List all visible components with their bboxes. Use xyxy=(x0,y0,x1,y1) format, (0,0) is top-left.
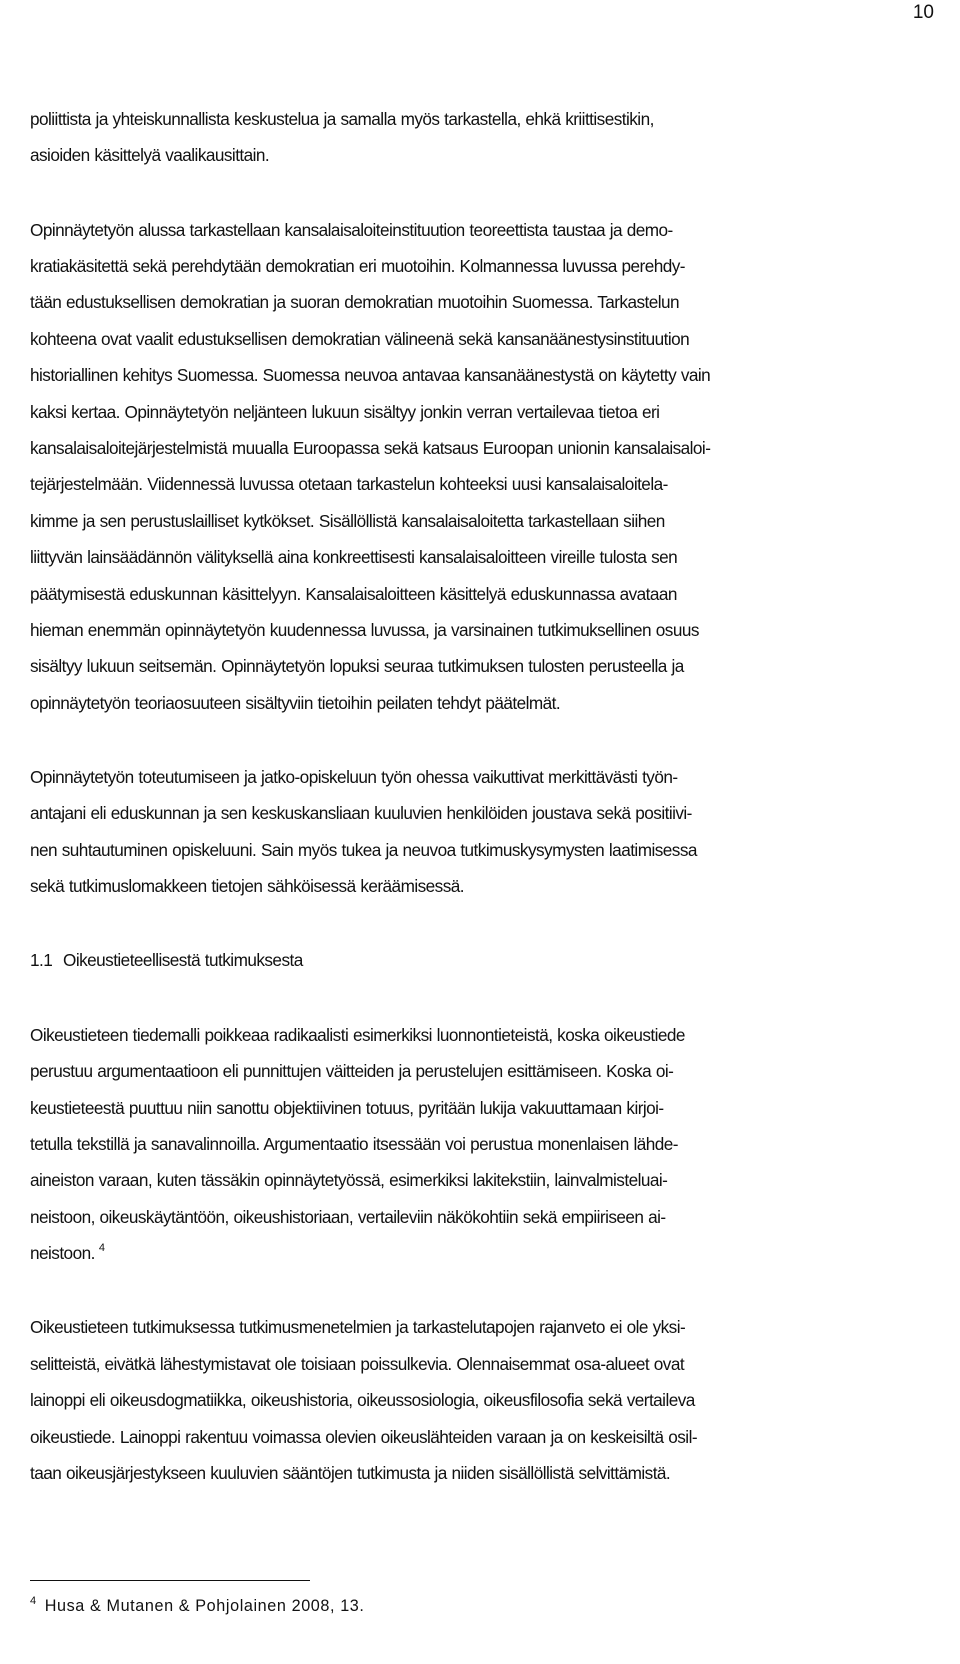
text-line: liittyvän lainsäädännön välityksellä aina konkreettisesti kansalaisaloitteen vireille tulosta sen xyxy=(30,547,678,568)
text-line: opinnäytetyön teoriaosuuteen sisältyviin tietoihin peilaten tehdyt päätelmät. xyxy=(30,692,561,713)
text-line: tejärjestelmään. Viidennessä luvussa otetaan tarkastelun kohteeksi uusi kansalaisaloitela- xyxy=(30,474,668,495)
text-line: kansalaisaloitejärjestelmistä muualla Euroopassa sekä katsaus Euroopan unionin kansalaisaloi- xyxy=(30,438,711,459)
text-line: nen suhtautuminen opiskeluuni. Sain myös tukea ja neuvoa tutkimuskysymysten laatimisessa xyxy=(30,839,697,860)
text-line-content: neistoon. xyxy=(30,1243,95,1264)
text-line: hieman enemmän opinnäytetyön kuudennessa luvussa, ja varsinainen tutkimuksellinen osuus xyxy=(30,619,699,640)
text-line: taan oikeusjärjestykseen kuuluvien sääntöjen tutkimusta ja niiden sisällöllistä selvittämistä. xyxy=(30,1462,671,1483)
text-line: kratiakäsitettä sekä perehdytään demokratian eri muotoihin. Kolmannessa luvussa perehdy- xyxy=(30,256,685,277)
text-line: Opinnäytetyön toteutumiseen ja jatko-opiskeluun työn ohessa vaikuttivat merkittävästi työn- xyxy=(30,767,678,788)
text-line: aineiston varaan, kuten tässäkin opinnäytetyössä, esimerkiksi lakitekstiin, lainvalmisteluai- xyxy=(30,1170,668,1191)
text-line: sekä tutkimuslomakkeen tietojen sähköisessä keräämisessä. xyxy=(30,876,464,897)
text-line xyxy=(0,1235,960,1271)
footnote-divider xyxy=(30,1580,310,1581)
footnote xyxy=(30,1595,365,1617)
text-line: antajani eli eduskunnan ja sen keskuskansliaan kuuluvien henkilöiden joustava sekä positiivi- xyxy=(30,803,692,824)
page-number: 10 xyxy=(912,2,934,23)
text-line: poliittista ja yhteiskunnallista keskustelua ja samalla myös tarkastella, ehkä kriittisestikin, xyxy=(30,109,654,129)
document-body xyxy=(0,101,960,1491)
paragraph-gap xyxy=(0,174,960,212)
paragraph-acknowledgements xyxy=(0,759,960,905)
paragraph-intro-continuation xyxy=(0,101,960,174)
text-line: perustuu argumentaatioon eli punnittujen väitteiden ja perustelujen esittämiseen. Koska oi- xyxy=(30,1061,674,1082)
section-heading xyxy=(0,942,960,978)
text-line: oikeustiede. Lainoppi rakentuu voimassa olevien oikeuslähteiden varaan ja on keskeisiltä osil- xyxy=(30,1426,698,1447)
paragraph-research-methods xyxy=(0,1309,960,1491)
text-line: historiallinen kehitys Suomessa. Suomessa neuvoa antavaa kansanäänestystä on käytetty vain xyxy=(30,365,711,386)
footnote-text: Husa & Mutanen & Pohjolainen 2008, 13. xyxy=(44,1597,365,1615)
text-line: keustieteestä puuttuu niin sanottu objektiivinen totuus, pyritään lukija vakuuttamaan kirjoi- xyxy=(30,1097,664,1118)
text-line: sisältyy lukuun seitsemän. Opinnäytetyön lopuksi seuraa tutkimuksen tulosten perusteella ja xyxy=(30,656,684,677)
section-heading-line xyxy=(0,942,960,978)
text-line: selitteistä, eivätkä lähestymistavat ole toisiaan poissulkevia. Olennaisemmat osa-alueet ovat xyxy=(30,1353,685,1374)
section-title: Oikeustieteellisestä tutkimuksesta xyxy=(63,950,303,971)
text-line: kimme ja sen perustuslailliset kytkökset. Sisällöllistä kansalaisaloitetta tarkastellaan siihen xyxy=(30,510,665,531)
text-line: päätymisestä eduskunnan käsittelyyn. Kansalaisaloitteen käsittelyä eduskunnassa avataan xyxy=(30,583,677,604)
section-number: 1.1 xyxy=(30,950,53,971)
footnote-reference[interactable]: 4 xyxy=(98,1242,105,1255)
text-line: tetulla tekstillä ja sanavalinnoilla. Argumentaatio itsessään voi perustua monenlaisen lähde- xyxy=(30,1133,678,1154)
text-line: kaksi kertaa. Opinnäytetyön neljänteen lukuun sisältyy jonkin verran vertailevaa tietoa eri xyxy=(30,401,660,422)
paragraph-gap xyxy=(0,905,960,943)
text-line: Oikeustieteen tutkimuksessa tutkimusmenetelmien ja tarkastelutapojen rajanveto ei ole yksi- xyxy=(30,1317,686,1338)
footnote-number: 4 xyxy=(30,1595,37,1607)
paragraph-legal-science-model xyxy=(0,1017,960,1272)
text-line: asioiden käsittelyä vaalikausittain. xyxy=(30,145,270,166)
text-line: kohteena ovat vaalit edustuksellisen demokratian välineenä sekä kansanäänestysinstituution xyxy=(30,328,690,349)
paragraph-gap xyxy=(0,1272,960,1310)
text-line: Opinnäytetyön alussa tarkastellaan kansalaisaloiteinstituution teoreettista taustaa ja demo- xyxy=(30,219,673,240)
paragraph-structure-overview xyxy=(0,212,960,721)
text-line: lainoppi eli oikeusdogmatiikka, oikeushistoria, oikeussosiologia, oikeusfilosofia sekä vertaileva xyxy=(30,1390,695,1411)
paragraph-gap xyxy=(0,721,960,759)
text-line: Oikeustieteen tiedemalli poikkeaa radikaalisti esimerkiksi luonnontieteistä, koska oikeustiede xyxy=(30,1024,685,1045)
text-line: tään edustuksellisen demokratian ja suoran demokratian muotoihin Suomessa. Tarkastelun xyxy=(30,292,680,313)
text-line: neistoon, oikeuskäytäntöön, oikeushistoriaan, vertaileviin näkökohtiin sekä empiiriseen ai- xyxy=(30,1206,666,1227)
paragraph-gap xyxy=(0,979,960,1017)
